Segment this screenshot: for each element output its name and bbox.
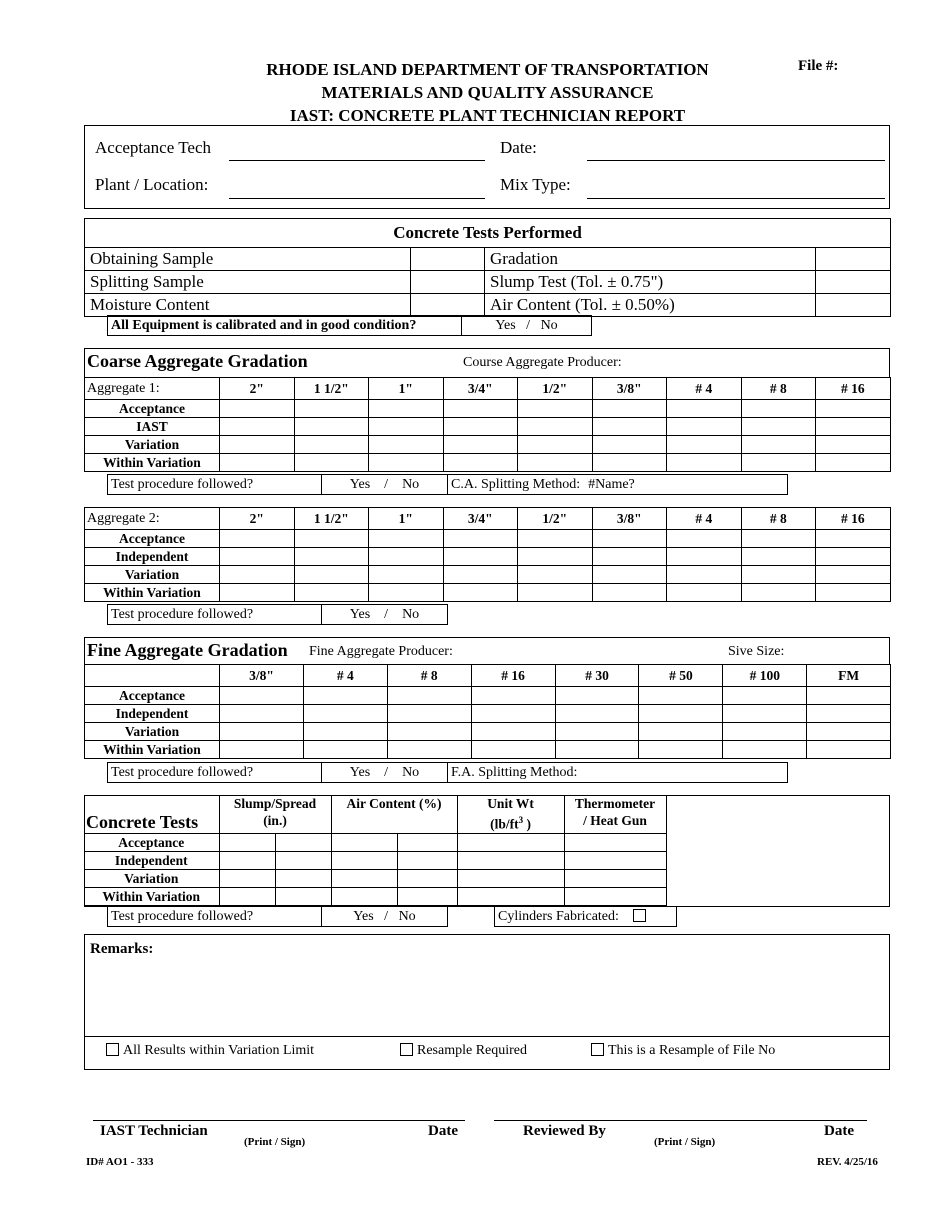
coarse-1-cell[interactable] [816,436,891,454]
table-row [85,705,891,723]
yes-option: Yes [349,764,371,780]
header-line-3: IAST: CONCRETE PLANT TECHNICIAN REPORT [289,106,686,125]
fine-cell[interactable] [639,705,723,723]
reviewed-by-label: Reviewed By [523,1123,606,1139]
fine-cell[interactable] [639,687,723,705]
fine-row-label: Acceptance [85,687,220,705]
slump-spread-header-line2: (in.) [263,813,287,828]
fine-sieve-header: # 100 [723,665,807,687]
revision-date: REV. 4/25/16 [817,1156,878,1168]
coarse-2-sieve-header: 2" [220,508,295,530]
cylinders-checkbox[interactable] [633,909,646,922]
remarks-label: Remarks: [90,941,154,957]
coarse-producer-label: Course Aggregate Producer: [463,355,622,370]
slump-test-check[interactable] [816,271,891,294]
fine-cell[interactable] [303,723,387,741]
coarse-1-sieve-header: 1 1/2" [294,378,369,400]
tests-performed-table [84,218,891,317]
fine-cell[interactable] [303,687,387,705]
mix-type-label: Mix Type: [500,175,571,194]
procedure-label: Test procedure followed? [108,763,322,783]
concrete-cell[interactable] [275,870,331,888]
unit-weight-header [457,795,564,834]
yes-option: Yes [349,606,371,622]
fine-cell[interactable] [807,705,891,723]
moisture-content-label: Moisture Content [85,294,411,317]
coarse-2-cell[interactable] [667,530,742,548]
coarse-2-cell[interactable] [443,584,518,602]
coarse-1-cell[interactable] [294,400,369,418]
coarse-1-cell[interactable] [220,400,295,418]
coarse-2-row-label: Variation [85,566,220,584]
fine-cell[interactable] [723,723,807,741]
coarse-1-procedure-row [107,474,788,495]
coarse-2-cell[interactable] [741,566,816,584]
obtaining-sample-label: Obtaining Sample [85,248,411,271]
concrete-cell[interactable] [457,852,564,870]
concrete-cell[interactable] [331,888,397,906]
coarse-2-sieve-header: 3/8" [592,508,667,530]
coarse-2-cell[interactable] [667,548,742,566]
resample-required-label: Resample Required [417,1043,528,1058]
cylinders-fabricated-cell [495,907,677,927]
fine-cell[interactable] [807,687,891,705]
coarse-title: Coarse Aggregate Gradation [87,351,308,371]
coarse-2-cell[interactable] [741,584,816,602]
unit-weight-close: ) [523,816,531,832]
coarse-2-cell[interactable] [518,530,593,548]
coarse-2-cell[interactable] [816,584,891,602]
coarse-2-cell[interactable] [518,566,593,584]
coarse-2-row-label: Acceptance [85,530,220,548]
fine-cell[interactable] [220,741,304,759]
coarse-2-cell[interactable] [741,530,816,548]
coarse-2-cell[interactable] [667,584,742,602]
fine-cell[interactable] [220,723,304,741]
fine-cell[interactable] [471,705,555,723]
table-row [84,834,666,852]
thermometer-header [564,795,666,834]
slash: / [384,606,389,622]
coarse-2-cell[interactable] [220,584,295,602]
reviewer-signature-line[interactable] [494,1120,867,1121]
fine-cell[interactable] [555,687,639,705]
fine-cell[interactable] [471,723,555,741]
concrete-cell[interactable] [457,888,564,906]
concrete-procedure-yes-no[interactable] [322,907,448,927]
iast-date-label: Date [428,1123,458,1139]
coarse-2-procedure-row [107,604,448,625]
remarks-divider [84,1036,890,1037]
splitting-method-value: #Name? [588,476,635,492]
concrete-cell[interactable] [219,870,275,888]
concrete-tests-table [84,795,667,906]
concrete-cell[interactable] [331,852,397,870]
coarse-1-cell[interactable] [443,418,518,436]
thermometer-header-line1: Thermometer [574,796,656,811]
table-row [85,436,891,454]
coarse-1-cell[interactable] [369,454,444,472]
coarse-1-cell[interactable] [220,454,295,472]
unit-weight-unit: (lb/ft [490,816,519,832]
coarse-1-sieve-header: 1" [369,378,444,400]
coarse-1-cell[interactable] [294,418,369,436]
coarse-1-sieve-header: 1/2" [518,378,593,400]
coarse-1-cell[interactable] [592,400,667,418]
procedure-label: Test procedure followed? [108,605,322,625]
coarse-1-cell[interactable] [592,454,667,472]
table-row [84,852,666,870]
gradation-check[interactable] [816,248,891,271]
coarse-1-row-label: IAST [85,418,220,436]
fine-cell[interactable] [387,687,471,705]
coarse-aggregate-1-table [84,377,891,472]
moisture-content-check[interactable] [411,294,485,317]
splitting-method-label: F.A. Splitting Method: [451,764,578,780]
coarse-2-cell[interactable] [220,530,295,548]
coarse-2-cell[interactable] [443,548,518,566]
coarse-1-cell[interactable] [816,418,891,436]
coarse-1-cell[interactable] [592,418,667,436]
coarse-1-row-label: Variation [85,436,220,454]
concrete-cell[interactable] [397,870,457,888]
coarse-1-cell[interactable] [443,454,518,472]
air-content-label: Air Content (Tol. ± 0.50%) [485,294,816,317]
acceptance-tech-field[interactable] [229,160,485,161]
equipment-question: All Equipment is calibrated and in good condition? [108,316,462,336]
coarse-aggregate-2-table [84,507,891,602]
coarse-1-sieve-header: # 8 [741,378,816,400]
gradation-label: Gradation [485,248,816,271]
concrete-cell[interactable] [564,834,666,852]
concrete-cell[interactable] [219,888,275,906]
fine-cell[interactable] [303,705,387,723]
fine-cell[interactable] [220,687,304,705]
coarse-1-label: Aggregate 1: [85,378,220,400]
coarse-1-cell[interactable] [741,436,816,454]
header-line-2: MATERIALS AND QUALITY ASSURANCE [321,83,654,102]
coarse-1-cell[interactable] [369,418,444,436]
coarse-2-sieve-header: 1 1/2" [294,508,369,530]
table-row [85,723,891,741]
fine-cell[interactable] [387,705,471,723]
coarse-2-label: Aggregate 2: [85,508,220,530]
fine-cell[interactable] [555,741,639,759]
coarse-1-cell[interactable] [369,400,444,418]
date-label: Date: [500,138,537,157]
all-results-label: All Results within Variation Limit [123,1043,315,1058]
plant-location-label: Plant / Location: [95,175,209,194]
coarse-2-sieve-header: # 4 [667,508,742,530]
concrete-row-label: Within Variation [84,888,219,906]
splitting-method-field[interactable] [448,763,788,783]
procedure-yes-no[interactable] [322,605,448,625]
concrete-cell[interactable] [397,888,457,906]
coarse-2-cell[interactable] [369,566,444,584]
coarse-2-cell[interactable] [294,530,369,548]
date-field[interactable] [587,160,885,161]
cylinders-fabricated-label: Cylinders Fabricated: [498,908,619,924]
table-row [85,454,891,472]
unit-weight-header-line2 [460,812,562,833]
no-option: No [402,764,420,780]
coarse-1-cell[interactable] [294,436,369,454]
coarse-2-row-label: Within Variation [85,584,220,602]
air-content-header: Air Content (%) [331,795,457,834]
fine-cell[interactable] [555,723,639,741]
table-row [85,584,891,602]
coarse-1-cell[interactable] [741,400,816,418]
table-row [84,888,666,906]
coarse-1-cell[interactable] [443,436,518,454]
resample-of-file-label: This is a Resample of File No [608,1043,776,1058]
coarse-1-row-label: Within Variation [85,454,220,472]
fine-sieve-header: # 50 [639,665,723,687]
file-number-label: File #: [798,58,839,74]
coarse-2-cell[interactable] [816,566,891,584]
coarse-1-cell[interactable] [667,418,742,436]
coarse-1-cell[interactable] [294,454,369,472]
fine-label [85,665,220,687]
fine-cell[interactable] [555,705,639,723]
splitting-sample-label: Splitting Sample [85,271,411,294]
coarse-2-cell[interactable] [369,548,444,566]
fine-cell[interactable] [303,741,387,759]
yes-option: Yes [353,908,374,924]
fine-cell[interactable] [387,741,471,759]
coarse-1-cell[interactable] [592,436,667,454]
concrete-cell[interactable] [219,852,275,870]
procedure-yes-no[interactable] [322,763,448,783]
coarse-1-cell[interactable] [518,418,593,436]
coarse-2-cell[interactable] [592,530,667,548]
coarse-2-cell[interactable] [816,530,891,548]
slash: / [384,908,389,924]
concrete-cell[interactable] [397,834,457,852]
iast-technician-label: IAST Technician [100,1123,208,1139]
yes-option: Yes [349,476,371,492]
iast-signature-line[interactable] [93,1120,465,1121]
coarse-2-sieve-header: # 8 [741,508,816,530]
coarse-2-cell[interactable] [369,530,444,548]
coarse-2-cell[interactable] [220,548,295,566]
all-results-checkbox[interactable] [106,1043,119,1056]
air-content-check[interactable] [816,294,891,317]
coarse-2-sieve-header: # 16 [816,508,891,530]
fine-cell[interactable] [471,741,555,759]
unit-weight-exponent: 3 [518,815,524,825]
fine-sieve-header: 3/8" [220,665,304,687]
fine-sieve-header: # 16 [471,665,555,687]
coarse-1-row-label: Acceptance [85,400,220,418]
fine-cell[interactable] [471,687,555,705]
fine-cell[interactable] [220,705,304,723]
fine-row-label: Within Variation [85,741,220,759]
concrete-procedure-label: Test procedure followed? [108,907,322,927]
coarse-2-cell[interactable] [667,566,742,584]
coarse-2-cell[interactable] [220,566,295,584]
coarse-1-cell[interactable] [741,418,816,436]
concrete-cell[interactable] [457,870,564,888]
fine-cell[interactable] [807,723,891,741]
concrete-cell[interactable] [331,834,397,852]
coarse-1-sieve-header: # 16 [816,378,891,400]
fine-row-label: Variation [85,723,220,741]
slump-test-label: Slump Test (Tol. ± 0.75") [485,271,816,294]
option-resample-of-file[interactable] [591,1043,775,1059]
coarse-2-cell[interactable] [369,584,444,602]
fine-procedure-row [107,762,788,783]
coarse-2-cell[interactable] [816,548,891,566]
equipment-yes-no[interactable]: Yes / No [462,316,592,336]
slash: / [384,476,389,492]
procedure-label: Test procedure followed? [108,475,322,495]
coarse-1-cell[interactable] [443,400,518,418]
plant-location-field[interactable] [229,198,485,199]
concrete-cell[interactable] [564,870,666,888]
coarse-2-cell[interactable] [294,566,369,584]
table-row [85,400,891,418]
fine-cell[interactable] [723,705,807,723]
concrete-cell[interactable] [397,852,457,870]
concrete-cell[interactable] [219,834,275,852]
coarse-2-sieve-header: 3/4" [443,508,518,530]
coarse-1-cell[interactable] [220,418,295,436]
no-option: No [398,908,416,924]
coarse-2-cell[interactable] [592,566,667,584]
coarse-1-cell[interactable] [369,436,444,454]
concrete-cell[interactable] [331,870,397,888]
coarse-2-cell[interactable] [518,584,593,602]
fine-cell[interactable] [807,741,891,759]
coarse-2-cell[interactable] [294,548,369,566]
concrete-cell[interactable] [564,852,666,870]
table-row [85,687,891,705]
thermometer-header-line2: / Heat Gun [583,813,647,828]
fine-cell[interactable] [387,723,471,741]
fine-producer-label: Fine Aggregate Producer: [309,644,453,659]
fine-cell[interactable] [639,723,723,741]
concrete-row-label: Variation [84,870,219,888]
concrete-cell[interactable] [275,888,331,906]
splitting-method-field[interactable] [448,475,788,495]
concrete-row-label: Independent [84,852,219,870]
obtaining-sample-check[interactable] [411,248,485,271]
equipment-row [107,315,592,336]
concrete-spacer [448,907,495,927]
coarse-2-cell[interactable] [592,584,667,602]
resample-required-checkbox[interactable] [400,1043,413,1056]
fine-cell[interactable] [723,687,807,705]
fine-cell[interactable] [723,741,807,759]
iast-print-sign: (Print / Sign) [244,1136,306,1148]
slump-spread-header [219,795,331,834]
reviewer-print-sign: (Print / Sign) [654,1136,716,1148]
option-resample-required[interactable] [400,1043,527,1059]
coarse-1-sieve-header: 2" [220,378,295,400]
coarse-2-cell[interactable] [518,548,593,566]
fine-sieve-header: # 30 [555,665,639,687]
coarse-1-cell[interactable] [518,436,593,454]
coarse-1-cell[interactable] [667,454,742,472]
fine-aggregate-table [84,664,891,759]
coarse-1-sieve-header: 3/4" [443,378,518,400]
reviewer-date-label: Date [824,1123,854,1139]
table-row [85,530,891,548]
table-row [85,418,891,436]
procedure-yes-no[interactable] [322,475,448,495]
fine-cell[interactable] [639,741,723,759]
fine-sieve-header: FM [807,665,891,687]
table-row [84,870,666,888]
concrete-cell[interactable] [275,852,331,870]
sieve-size-label: Sive Size: [728,644,785,659]
coarse-1-cell[interactable] [816,454,891,472]
splitting-sample-check[interactable] [411,271,485,294]
coarse-1-cell[interactable] [667,436,742,454]
no-option: No [402,606,420,622]
concrete-row-label: Acceptance [84,834,219,852]
concrete-procedure-row [107,906,677,927]
coarse-2-sieve-header: 1/2" [518,508,593,530]
coarse-2-cell[interactable] [443,566,518,584]
coarse-1-sieve-header: 3/8" [592,378,667,400]
coarse-1-cell[interactable] [518,454,593,472]
fine-row-label: Independent [85,705,220,723]
concrete-cell[interactable] [564,888,666,906]
coarse-2-row-label: Independent [85,548,220,566]
concrete-cell[interactable] [457,834,564,852]
form-id: ID# AO1 - 333 [86,1156,154,1168]
concrete-tests-title: Concrete Tests [84,795,219,834]
coarse-1-cell[interactable] [667,400,742,418]
coarse-2-cell[interactable] [592,548,667,566]
coarse-1-sieve-header: # 4 [667,378,742,400]
splitting-method-label: C.A. Splitting Method: [451,476,581,492]
fine-sieve-header: # 4 [303,665,387,687]
slash: / [384,764,389,780]
table-row [85,566,891,584]
no-option: No [402,476,420,492]
coarse-1-cell[interactable] [816,400,891,418]
table-row [85,741,891,759]
coarse-2-sieve-header: 1" [369,508,444,530]
slump-spread-header-line1: Slump/Spread [233,796,317,811]
coarse-1-cell[interactable] [741,454,816,472]
option-all-results[interactable] [106,1043,314,1059]
tests-performed-title: Concrete Tests Performed [85,219,891,248]
concrete-cell[interactable] [275,834,331,852]
header-line-1: RHODE ISLAND DEPARTMENT OF TRANSPORTATION [266,60,709,79]
coarse-1-cell[interactable] [518,400,593,418]
acceptance-tech-label: Acceptance Tech [95,138,212,157]
coarse-2-cell[interactable] [443,530,518,548]
resample-of-file-checkbox[interactable] [591,1043,604,1056]
table-row [85,548,891,566]
unit-weight-header-line1: Unit Wt [487,796,534,811]
coarse-2-cell[interactable] [741,548,816,566]
mix-type-field[interactable] [587,198,885,199]
fine-sieve-header: # 8 [387,665,471,687]
fine-title: Fine Aggregate Gradation [87,640,288,660]
coarse-2-cell[interactable] [294,584,369,602]
coarse-1-cell[interactable] [220,436,295,454]
